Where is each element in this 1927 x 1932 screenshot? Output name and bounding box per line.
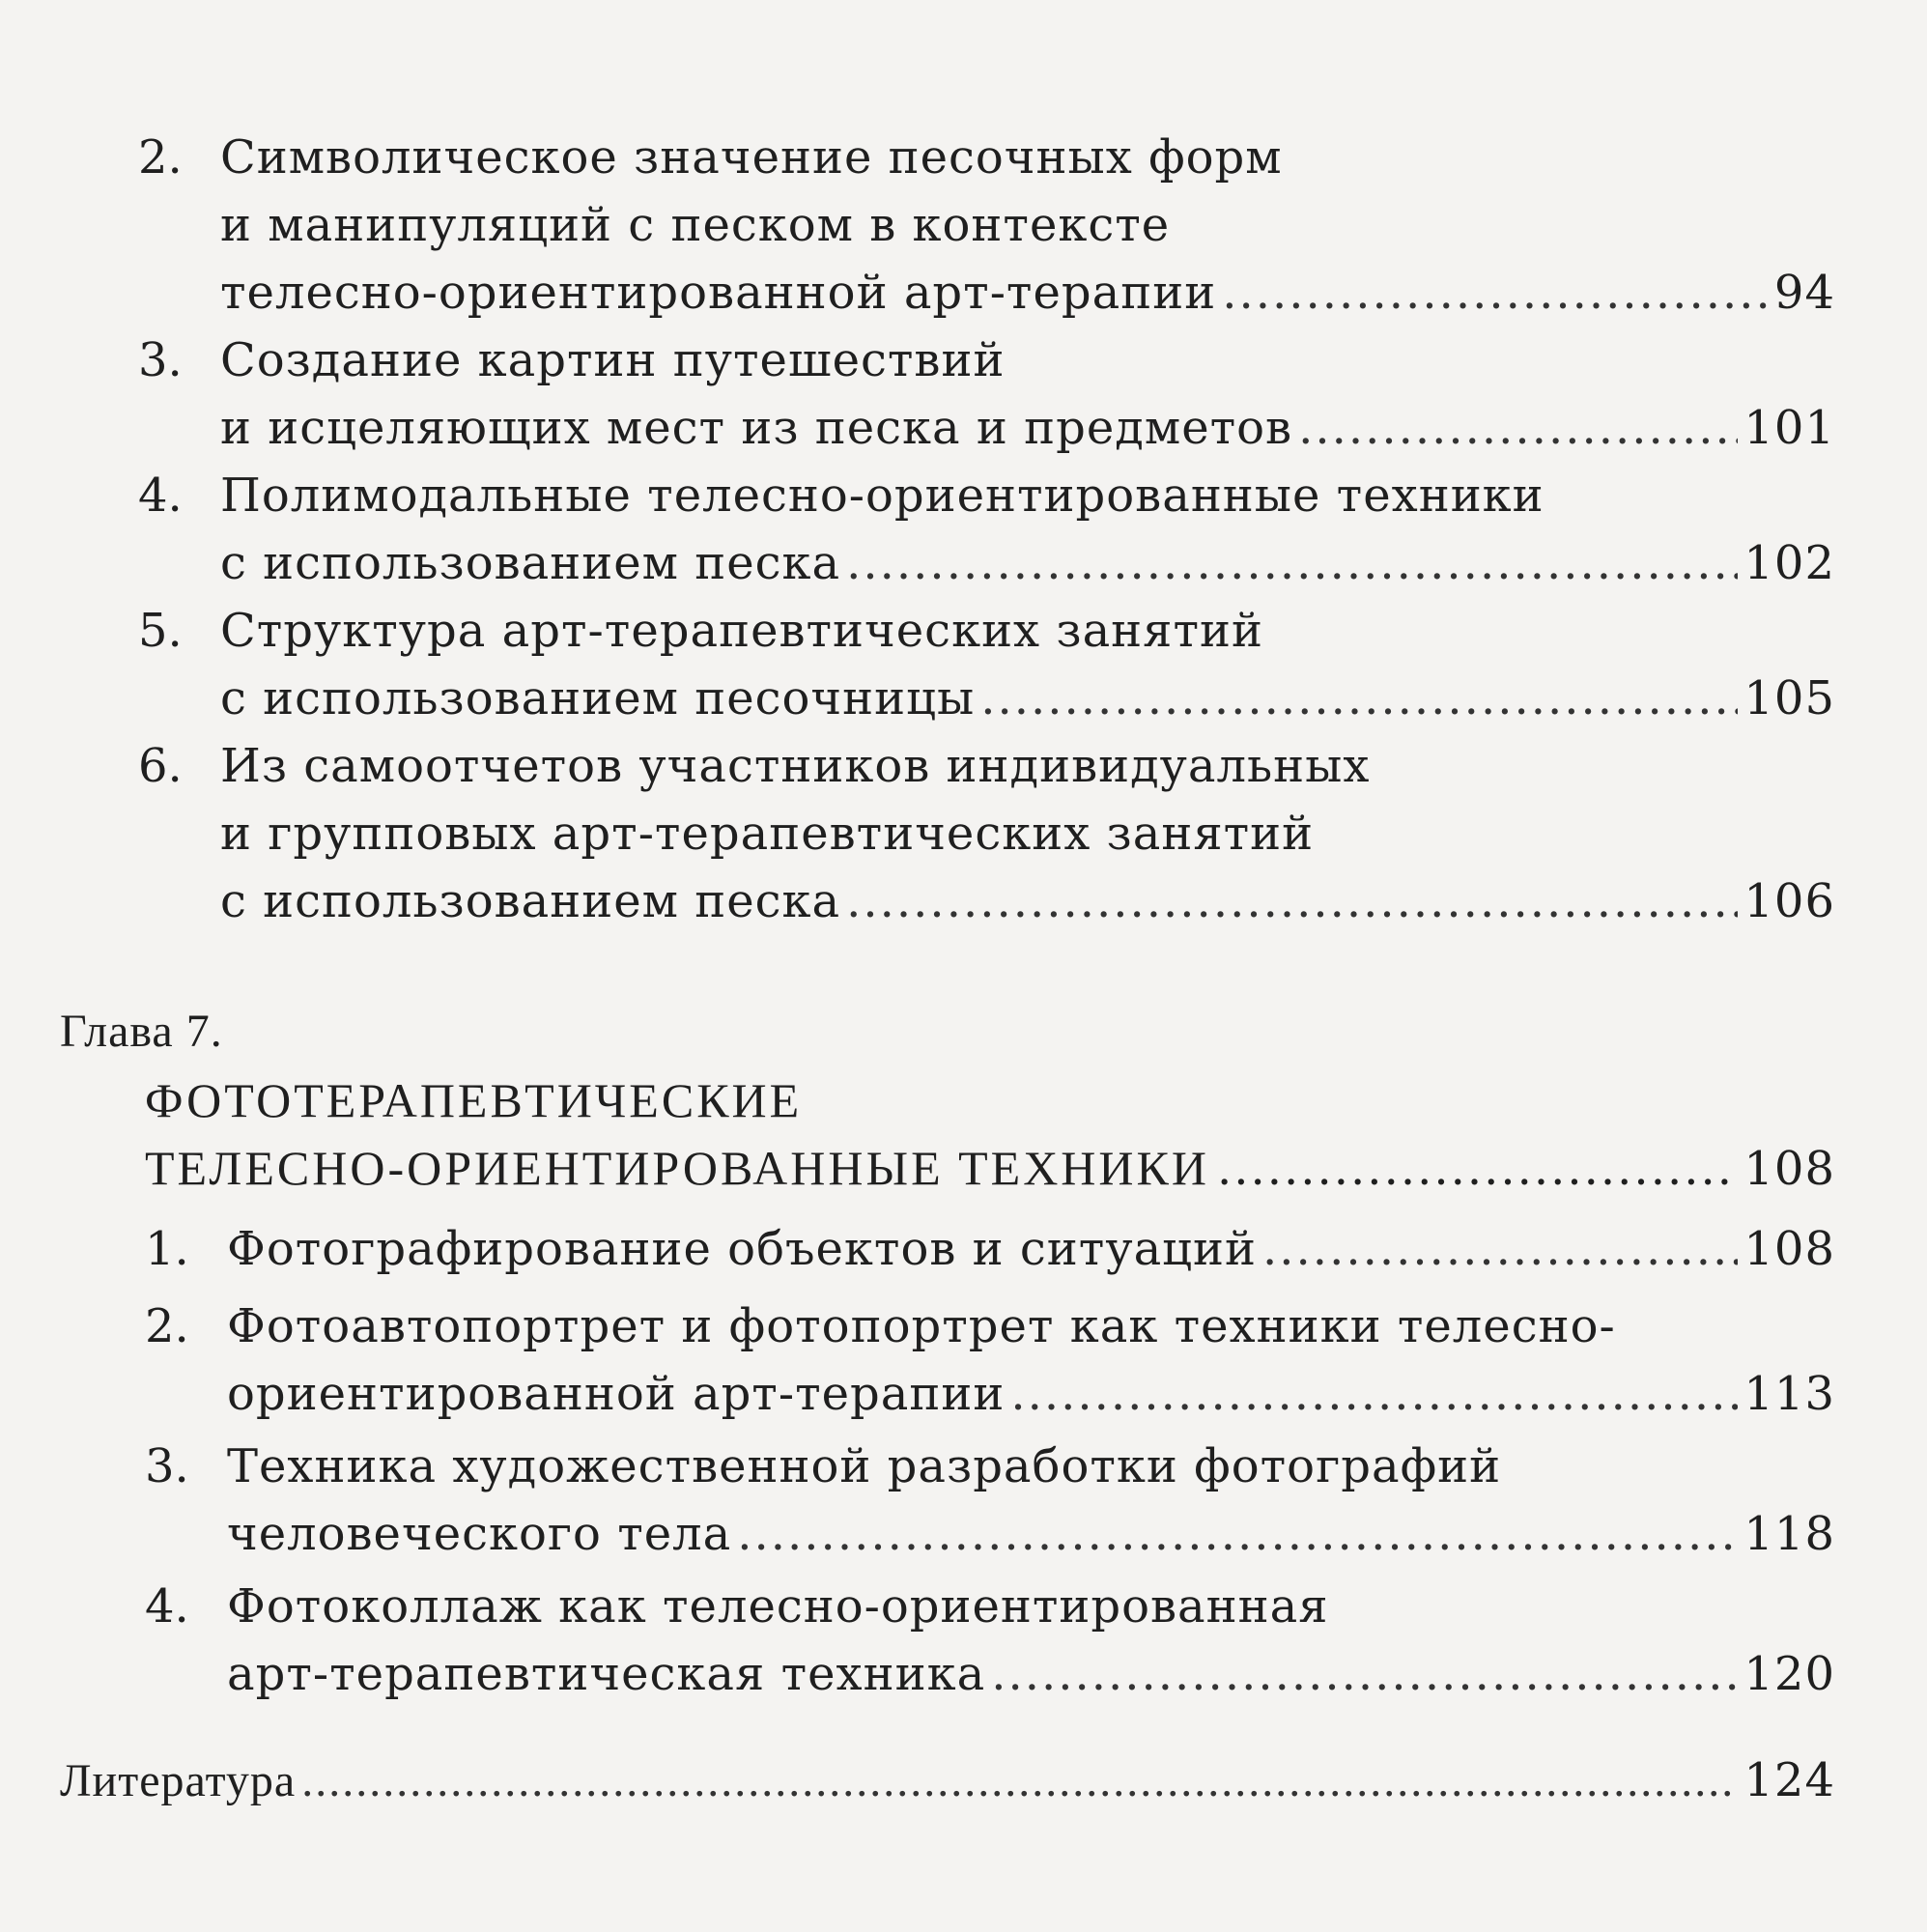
dot-leader	[301, 1754, 1738, 1807]
toc-item-number: 2.	[138, 130, 183, 185]
toc-item-number: 4.	[138, 469, 183, 523]
toc-item-title-line: человеческого тела	[227, 1507, 732, 1561]
toc-item-entry[interactable]	[227, 1507, 1835, 1561]
toc-item-number: 5.	[138, 604, 183, 658]
toc-item-title-line: с использованием песка	[220, 874, 841, 928]
toc-item-title-line: Из самоотчетов участников индивидуальных	[220, 739, 1371, 793]
toc-item-title-line: и групповых арт-терапевтических занятий	[220, 807, 1315, 861]
toc-item-number: 3.	[145, 1439, 189, 1493]
chapter-title-line: ФОТОТЕРАПЕВТИЧЕСКИЕ	[145, 1073, 803, 1127]
chapter-label: Глава 7.	[60, 1006, 223, 1057]
toc-item-entry[interactable]	[220, 536, 1835, 590]
toc-item-title-line: и манипуляций с песком в контексте	[220, 198, 1171, 252]
toc-item-entry[interactable]	[227, 1222, 1835, 1276]
toc-item-number: 4.	[145, 1579, 189, 1634]
toc-item-entry[interactable]	[227, 1647, 1835, 1701]
toc-page-number: 113	[1743, 1367, 1835, 1421]
dot-leader	[1222, 266, 1769, 320]
toc-page-number: 120	[1743, 1647, 1835, 1701]
toc-item-number: 6.	[138, 739, 183, 793]
toc-item-entry[interactable]	[227, 1367, 1835, 1421]
dot-leader	[980, 671, 1738, 725]
toc-item-title-line: Полимодальные телесно-ориентированные техники	[220, 469, 1544, 523]
toc-item-title-line: Структура арт-терапевтических занятий	[220, 604, 1263, 658]
toc-page-number: 102	[1743, 536, 1835, 590]
toc-item-title-line: Фотографирование объектов и ситуаций	[227, 1222, 1258, 1276]
toc-item-entry[interactable]	[220, 266, 1835, 320]
toc-item-number: 1.	[145, 1222, 189, 1276]
toc-item-entry[interactable]	[220, 671, 1835, 725]
chapter-title-line: ТЕЛЕСНО-ОРИЕНТИРОВАННЫЕ ТЕХНИКИ	[145, 1141, 1209, 1195]
literature-label: Литература	[60, 1755, 297, 1806]
dot-leader	[846, 536, 1738, 590]
toc-page-number: 94	[1773, 266, 1835, 320]
toc-item-title-line: ориентированной арт-терапии	[227, 1367, 1006, 1421]
literature-entry[interactable]	[60, 1753, 1835, 1807]
toc-item-title-line: арт-терапевтическая техника	[227, 1647, 986, 1701]
dot-leader	[1298, 401, 1738, 455]
toc-item-title-line: телесно-ориентированной арт-терапии	[220, 266, 1217, 320]
toc-page-number: 108	[1743, 1222, 1835, 1276]
dot-leader	[737, 1507, 1738, 1561]
toc-page-number: 108	[1743, 1142, 1835, 1196]
toc-item-title-line: с использованием песка	[220, 536, 841, 590]
toc-item-title-line: Создание картин путешествий	[220, 333, 1006, 387]
toc-item-entry[interactable]	[220, 401, 1835, 455]
dot-leader	[846, 874, 1738, 928]
chapter-entry[interactable]	[145, 1140, 1835, 1196]
toc-page-number: 101	[1743, 401, 1835, 455]
toc-item-title-line: Техника художественной разработки фотографий	[227, 1439, 1502, 1493]
toc-item-title-line: и исцеляющих мест из песка и предметов	[220, 401, 1293, 455]
toc-item-entry[interactable]	[220, 874, 1835, 928]
toc-item-title-line: Символическое значение песочных форм	[220, 130, 1283, 185]
dot-leader	[1217, 1142, 1736, 1196]
dot-leader	[991, 1647, 1738, 1701]
toc-page-number: 124	[1743, 1753, 1835, 1807]
toc-item-title-line: Фотоавтопортрет и фотопортрет как техники телесно-	[227, 1299, 1616, 1353]
toc-page-number: 106	[1743, 874, 1835, 928]
dot-leader	[1010, 1367, 1738, 1421]
toc-page-number: 118	[1743, 1507, 1835, 1561]
toc-item-number: 2.	[145, 1299, 189, 1353]
toc-item-title-line: с использованием песочницы	[220, 671, 976, 725]
toc-item-title-line: Фотоколлаж как телесно-ориентированная	[227, 1579, 1329, 1634]
toc-page-number: 105	[1743, 671, 1835, 725]
dot-leader	[1262, 1222, 1738, 1276]
toc-item-number: 3.	[138, 333, 183, 387]
